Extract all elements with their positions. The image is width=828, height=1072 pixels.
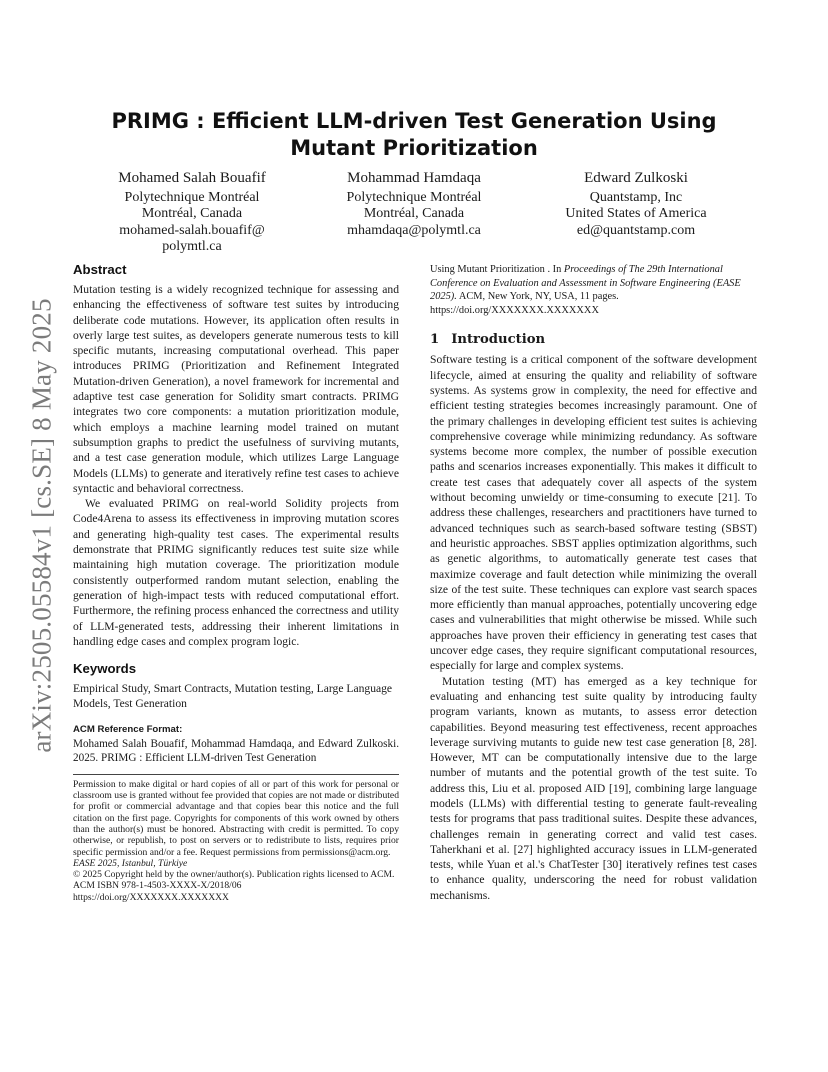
author-name: Mohammad Hamdaqa [347, 170, 481, 186]
introduction-paragraph-2: Mutation testing (MT) has emerged as a key technique for evaluating and enhancing test suite quality by introducing faulty program variants, known as mutants, to assess error detection capabilities. Beyond measuring test effectiveness, recent approaches leverage surviving mutants to guide new test case generation [8, 28]. However, MT can be computationally intensive due to the large number of mutants and the potential growth of the test suite. To address this, Liu et al. proposed AID [19], combining large language models (LLMs) with differential testing to generate fault-revealing tests for programs that pass traditional suites. Despite these advances, challenges remain in generating correct and valid test cases. Taherkhani et al. [27] highlighted accuracy issues in LLM-generated tests, while Yuan et al.'s ChatTester [30] iteratively refines test cases to enhance quality, underscoring the need for robust validation mechanisms. [430, 674, 757, 902]
author-block-3 [521, 170, 751, 239]
author-name: Edward Zulkoski [584, 170, 688, 186]
keywords-text: Empirical Study, Smart Contracts, Mutation testing, Large Language Models, Test Generation [73, 682, 393, 711]
acm-reference-prefix: Using Mutant Prioritization . In [430, 264, 564, 275]
isbn: ACM ISBN 978-1-4503-XXXX-X/2018/06 [73, 880, 242, 892]
section-number: 1 [430, 332, 440, 348]
acm-reference-continued [430, 263, 757, 317]
copyright-notice: © 2025 Copyright held by the owner/author(s). Publication rights licensed to ACM. [73, 869, 395, 881]
right-column [430, 263, 757, 903]
author-block-2 [299, 170, 529, 239]
doi-link[interactable]: https://doi.org/XXXXXXX.XXXXXXX [73, 891, 229, 903]
acm-reference-text: Mohamed Salah Bouafif, Mohammad Hamdaqa, and Edward Zulkoski. 2025. PRIMG : Efficient LLM-driven Test Generation [73, 737, 399, 764]
footnote-divider [73, 774, 399, 775]
abstract-paragraph-1: Mutation testing is a widely recognized technique for assessing and enhancing the effectiveness of software test suites by introducing deliberate code mutations. However, its application often results in overly large test suites, as developers generate numerous tests to kill specific mutants, increasing computational overhead. This paper introduces PRIMG (Prioritization and Refinement Integrated Mutation-driven Generation), a novel framework for incremental and adaptive test case generation for Solidity smart contracts. PRIMG integrates two core components: a mutation prioritization module, which employs a machine learning model trained on mutant subsumption graphs to predict the usefulness of surviving mutants, and a test case generation module, which utilizes Large Language Models (LLMs) to generate and iteratively refine test cases to achieve syntactic and behavioral correctness. [73, 283, 399, 495]
author-email[interactable]: ed@quantstamp.com [576, 222, 696, 238]
arxiv-identifier-stamp [22, 290, 62, 760]
acm-reference-venue: Proceedings of The 29th International Conference on Evaluation and Assessment in Software Engineering (EASE 2025). [430, 264, 741, 303]
author-email[interactable]: mohamed-salah.bouafif@polymtl.ca [119, 222, 265, 254]
author-affiliation: Quantstamp, Inc [589, 189, 683, 205]
keywords-heading: Keywords [73, 661, 137, 677]
author-location: Montréal, Canada [141, 206, 243, 221]
permission-notice: Permission to make digital or hard copies of all or part of this work for personal or classroom use is granted without fee provided that copies are not made or distributed for profit or commercial advantage and that copies bear this notice and the full citation on the first page. Copyrights for components of this work owned by others than the author(s) must be honored. Abstracting with credit is permitted. To copy otherwise, or republish, to post on servers or to redistribute to lists, requires prior specific permission and/or a fee. Request permissions from permissions@acm.org. [73, 778, 399, 858]
author-affiliation: Polytechnique Montréal [346, 189, 482, 205]
left-column [73, 262, 399, 903]
author-location: United States of America [565, 206, 707, 221]
abstract-paragraph-2: We evaluated PRIMG on real-world Solidity projects from Code4Arena to assess its effectiveness in improving mutation scores and generating high-quality test cases. The experimental results demonstrate that PRIMG significantly reduces test suite size while maintaining high mutation coverage. The prioritization module consistently outperformed random mutant selection, enabling the generation of high-impact tests with reduced computational effort. Furthermore, the refining process enhanced the correctness and utility of LLM-generated tests, addressing their inherent limitations in handling edge cases and complex program logic. [73, 497, 399, 648]
author-affiliation: Polytechnique Montréal [124, 189, 260, 205]
introduction-paragraph-1: Software testing is a critical component of the software development lifecycle, aimed at ensuring the quality and reliability of software systems. As systems grow in complexity, the need for effective and efficient testing strategies becomes increasingly paramount. One of the primary challenges in developing efficient test suites is achieving comprehensive coverage while minimizing redundancy. As software systems become more complex, the number of possible execution paths and scenarios increases exponentially. This makes it difficult to create test cases that adequately cover all aspects of the system without becoming unwieldy or time-consuming to execute [21]. To address these challenges, researchers and practitioners have turned to advanced techniques such as search-based software testing (SBST) and heuristic approaches. SBST applies optimization algorithms, such as genetic algorithms, to automatically generate test cases that maximize coverage and fault detection while minimizing the overall size of the test suite. These techniques can explore vast search spaces more efficiently than manual approaches, potentially uncovering edge cases and vulnerabilities that might otherwise be missed. While such approaches have proven their efficiency in generating test cases that uncover edge cases, they require significant computational resources, especially for large and complex systems. [430, 353, 757, 673]
acm-reference-suffix: ACM, New York, NY, USA, 11 pages. https://doi.org/XXXXXXX.XXXXXXX [430, 291, 619, 316]
arxiv-stamp-text: arXiv:2505.05584v1 [cs.SE] 8 May 2025 [26, 297, 57, 753]
conference-venue: EASE 2025, Istanbul, Türkiye [73, 857, 188, 869]
author-name: Mohamed Salah Bouafif [118, 170, 266, 186]
author-location: Montréal, Canada [363, 206, 465, 221]
paper-title: PRIMG : Efficient LLM-driven Test Generation Using Mutant Prioritization [111, 109, 717, 160]
author-block-1 [77, 170, 307, 256]
author-email[interactable]: mhamdaqa@polymtl.ca [347, 222, 481, 238]
section-title: Introduction [451, 332, 546, 348]
acm-reference-heading: ACM Reference Format: [73, 723, 183, 735]
abstract-heading: Abstract [73, 262, 127, 277]
introduction-heading [430, 332, 757, 347]
